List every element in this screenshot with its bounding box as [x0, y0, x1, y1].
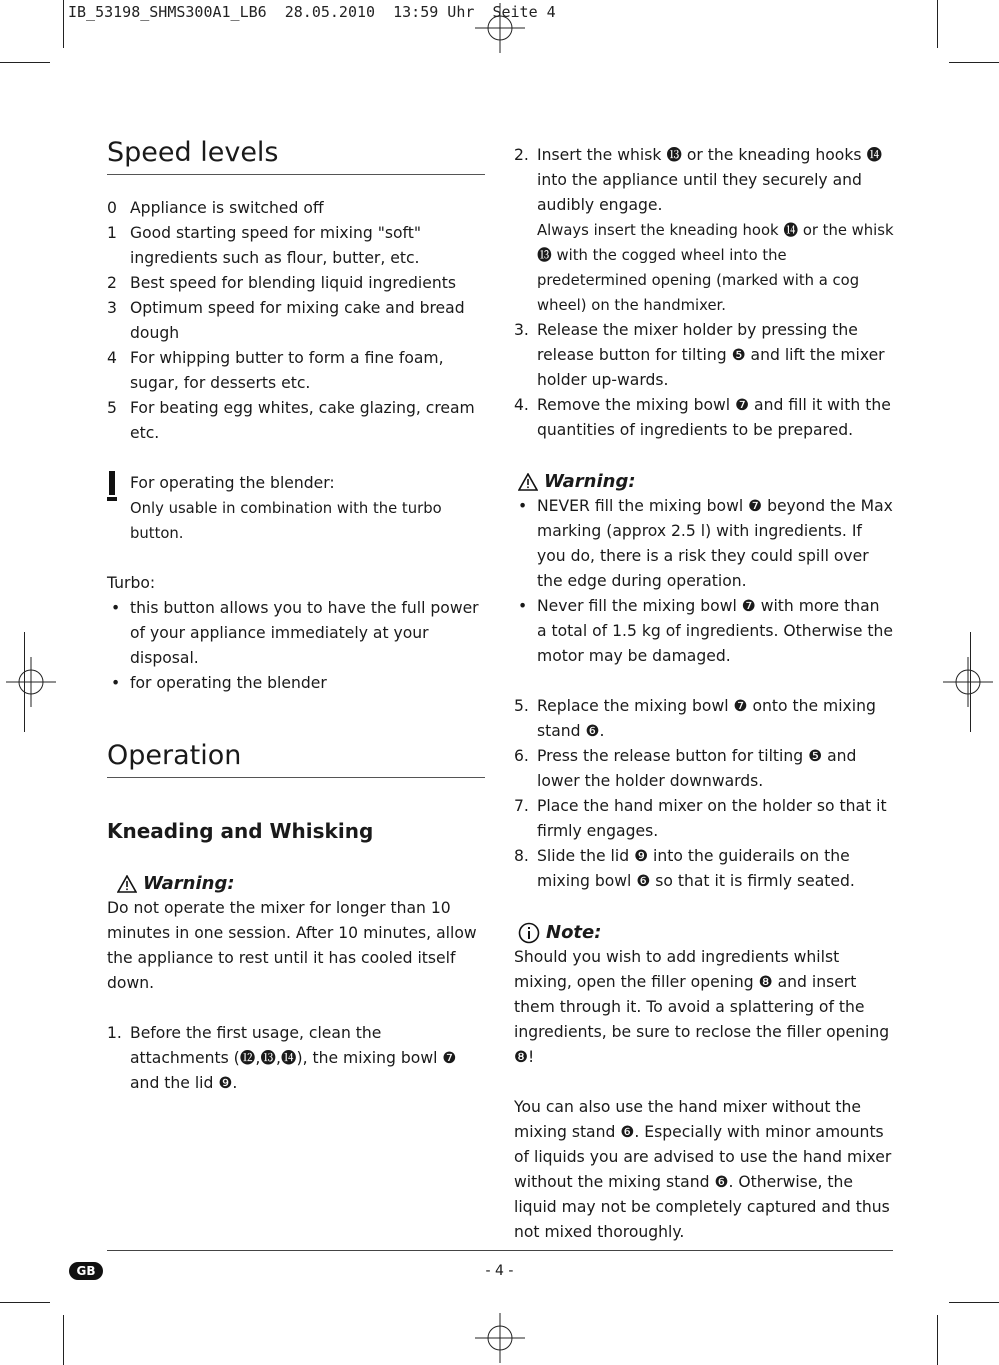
part-number: ❻ — [620, 1123, 635, 1141]
info-circle-icon — [518, 922, 540, 944]
section-title-operation: Operation — [107, 739, 485, 778]
item-text: Optimum speed for mixing cake and bread dough — [130, 299, 465, 342]
part-number: ❻ — [636, 872, 651, 890]
part-number: ❽ — [758, 973, 773, 991]
step-text — [537, 744, 894, 794]
item-number: 1 — [107, 224, 117, 242]
left-column — [107, 136, 485, 1096]
step-text — [130, 1021, 485, 1096]
text-run: Should you wish to add ingredients whilst mixing, open the filler opening — [514, 948, 840, 991]
section-title-speed-levels: Speed levels — [107, 136, 485, 175]
text-run: . Especially with minor amounts of liquids you are advised to use the hand mixer without the mixing stand — [514, 1123, 892, 1191]
part-number: ❼ — [735, 396, 750, 414]
turbo-label: Turbo: — [107, 574, 156, 592]
text-run: with more than a total of 1.5 kg of ingredients. Otherwise the motor may be damaged. — [537, 597, 894, 665]
step-text — [537, 393, 894, 443]
step-number: 4. — [514, 396, 529, 414]
step-number: 8. — [514, 847, 529, 865]
paragraph — [514, 1095, 894, 1245]
part-number: ⓬ — [239, 1049, 256, 1067]
text-run: into the guiderails on the mixing bowl — [537, 847, 850, 890]
item-text: For whipping butter to form a fine foam, sugar, for desserts etc. — [130, 349, 444, 392]
crop-mark — [0, 62, 50, 63]
text-run: beyond the Max marking (approx 2.5 l) with ingredients. If you do, there is a risk they could spill over the edge during operation. — [537, 497, 893, 590]
text-run: Remove the mixing bowl — [537, 396, 736, 414]
part-number: ❺ — [808, 747, 823, 765]
item-number: 2 — [107, 274, 117, 292]
page-number: - 4 - — [485, 1263, 514, 1279]
registration-mark-icon — [943, 657, 993, 707]
text-run: , — [255, 1049, 261, 1067]
part-number: ⓭ — [537, 247, 552, 264]
step-item — [514, 143, 894, 318]
text-run: Replace the mixing bowl — [537, 697, 734, 715]
crop-mark — [0, 1302, 50, 1303]
item-text: Good starting speed for mixing "soft" ingredients such as flour, butter, etc. — [130, 224, 422, 267]
text-run: NEVER fill the mixing bowl — [537, 497, 749, 515]
step-item — [514, 318, 894, 393]
step-number: 7. — [514, 797, 529, 815]
part-number: ❾ — [218, 1074, 233, 1092]
step-text — [537, 318, 894, 393]
turbo-list — [107, 596, 485, 696]
crop-mark — [937, 0, 938, 48]
text-run: and lower the holder downwards. — [537, 747, 857, 790]
list-item — [107, 196, 485, 221]
part-number: ⓮ — [280, 1049, 297, 1067]
part-number: ⓮ — [783, 222, 799, 239]
crop-mark — [937, 1315, 938, 1365]
text-run: Insert the whisk — [537, 146, 667, 164]
crop-mark — [63, 0, 64, 48]
part-number: ❼ — [733, 697, 748, 715]
step-item — [514, 794, 894, 844]
warning-list — [514, 494, 894, 669]
part-number: ⓭ — [260, 1049, 276, 1067]
step-number: 5. — [514, 697, 529, 715]
text-run: Slide the lid — [537, 847, 635, 865]
list-item — [107, 396, 485, 446]
crop-mark — [949, 1302, 999, 1303]
note-label: Note: — [546, 922, 602, 943]
step-number: 3. — [514, 321, 529, 339]
text-run: ! — [527, 1048, 535, 1066]
bullet: • — [111, 599, 121, 617]
item-number: 0 — [107, 199, 117, 217]
list-item — [107, 346, 485, 396]
speed-level-list — [107, 196, 485, 446]
text-run: and insert them through it. To avoid a splattering of the ingredients, be sure to reclose the filler opening — [514, 973, 890, 1041]
item-text: For beating egg whites, cake glazing, cream etc. — [130, 399, 475, 442]
step-item — [514, 744, 894, 794]
text-run: so that it is firmly seated. — [650, 872, 855, 890]
text-run: into the appliance until they securely and audibly engage. — [537, 171, 862, 214]
item-text: Best speed for blending liquid ingredients — [130, 274, 456, 292]
crop-mark — [24, 632, 25, 732]
text-run: Press the release button for tilting — [537, 747, 809, 765]
language-badge: GB — [69, 1262, 103, 1280]
list-item — [107, 271, 485, 296]
registration-mark-icon — [475, 3, 525, 53]
note-heading — [514, 920, 894, 945]
step-number: 6. — [514, 747, 529, 765]
part-number: ❺ — [731, 346, 746, 364]
bullet: • — [518, 597, 528, 615]
item-number: 3 — [107, 299, 117, 317]
part-number: ❽ — [514, 1048, 528, 1066]
item-text — [537, 594, 894, 669]
step-text — [537, 844, 894, 894]
right-column — [514, 143, 894, 1245]
item-text: for operating the blender — [130, 674, 327, 692]
list-item — [514, 594, 894, 669]
text-run: and fill it with the quantities of ingredients to be prepared. — [537, 396, 891, 439]
list-item — [514, 494, 894, 594]
text-run: onto the mixing stand — [537, 697, 876, 740]
step-item — [514, 393, 894, 443]
part-number: ❼ — [442, 1049, 457, 1067]
list-item — [107, 221, 485, 271]
registration-mark-icon — [6, 657, 56, 707]
text-run: . Otherwise, the liquid may not be completely captured and thus not mixed thoroughly. — [514, 1173, 890, 1241]
text-run: Never fill the mixing bowl — [537, 597, 742, 615]
blender-line: Only usable in combination with the turbo button. — [130, 500, 442, 542]
item-number: 4 — [107, 349, 117, 367]
text-run: and lift the mixer holder up-wards. — [537, 346, 885, 389]
item-text: this button allows you to have the full power of your appliance immediately at your disposal. — [130, 599, 479, 667]
part-number: ❼ — [748, 497, 763, 515]
part-number: ❾ — [634, 847, 649, 865]
list-item — [107, 296, 485, 346]
text-run: , — [275, 1049, 281, 1067]
step-number: 1. — [107, 1024, 122, 1042]
list-item — [107, 596, 485, 671]
part-number: ⓮ — [866, 146, 883, 164]
text-run: Always insert the kneading hook — [537, 222, 784, 239]
text-run: ), the mixing bowl — [296, 1049, 443, 1067]
text-run: and the lid — [130, 1074, 219, 1092]
note-text — [514, 945, 894, 1070]
item-text — [537, 494, 894, 594]
item-number: 5 — [107, 399, 117, 417]
blender-info — [107, 471, 485, 546]
part-number: ❻ — [714, 1173, 729, 1191]
step-item — [514, 844, 894, 894]
text-run: You can also use the hand mixer without the mixing stand — [514, 1098, 861, 1141]
part-number: ⓭ — [666, 146, 682, 164]
warning-triangle-icon — [518, 473, 538, 491]
text-run: . — [599, 722, 605, 740]
crop-mark — [949, 62, 999, 63]
footer-rule — [107, 1250, 893, 1251]
print-slug-line: IB_53198_SHMS300A1_LB6 28.05.2010 13:59 Uhr Seite 4 — [68, 3, 556, 21]
registration-mark-icon — [475, 1313, 525, 1363]
warning-label: Warning: — [544, 471, 636, 492]
step-text: Place the hand mixer on the holder so that it firmly engages. — [537, 797, 887, 840]
bullet: • — [111, 674, 121, 692]
step-text — [537, 694, 894, 744]
item-text: Appliance is switched off — [130, 199, 324, 217]
text-run: or the kneading hooks — [681, 146, 867, 164]
bullet: • — [518, 497, 528, 515]
text-run: . — [232, 1074, 238, 1092]
text-run: Release the mixer holder by pressing the release button for tilting — [537, 321, 858, 364]
subsection-title: Kneading and Whisking — [107, 819, 374, 843]
step-item — [514, 694, 894, 744]
warning-text: Do not operate the mixer for longer than 10 minutes in one session. After 10 minutes, allow the appliance to rest until it has cooled itself down. — [107, 899, 477, 992]
step-number: 2. — [514, 146, 529, 164]
warning-heading — [514, 469, 894, 494]
list-item — [107, 671, 485, 696]
info-bar-icon — [107, 471, 130, 546]
step-text — [537, 218, 894, 318]
part-number: ❼ — [741, 597, 756, 615]
crop-mark — [970, 632, 971, 732]
blender-line: For operating the blender: — [130, 474, 335, 492]
part-number: ❻ — [585, 722, 600, 740]
text-run: with the cogged wheel into the predetermined opening (marked with a cog wheel) on the handmixer. — [537, 247, 860, 314]
warning-triangle-icon — [117, 875, 137, 893]
text-run: Before the first usage, clean the attachments ( — [130, 1024, 382, 1067]
warning-heading — [107, 871, 485, 896]
warning-label: Warning: — [143, 873, 235, 894]
step-text — [537, 143, 894, 218]
step-item — [107, 1021, 485, 1096]
crop-mark — [63, 1315, 64, 1365]
text-run: or the whisk — [798, 222, 894, 239]
